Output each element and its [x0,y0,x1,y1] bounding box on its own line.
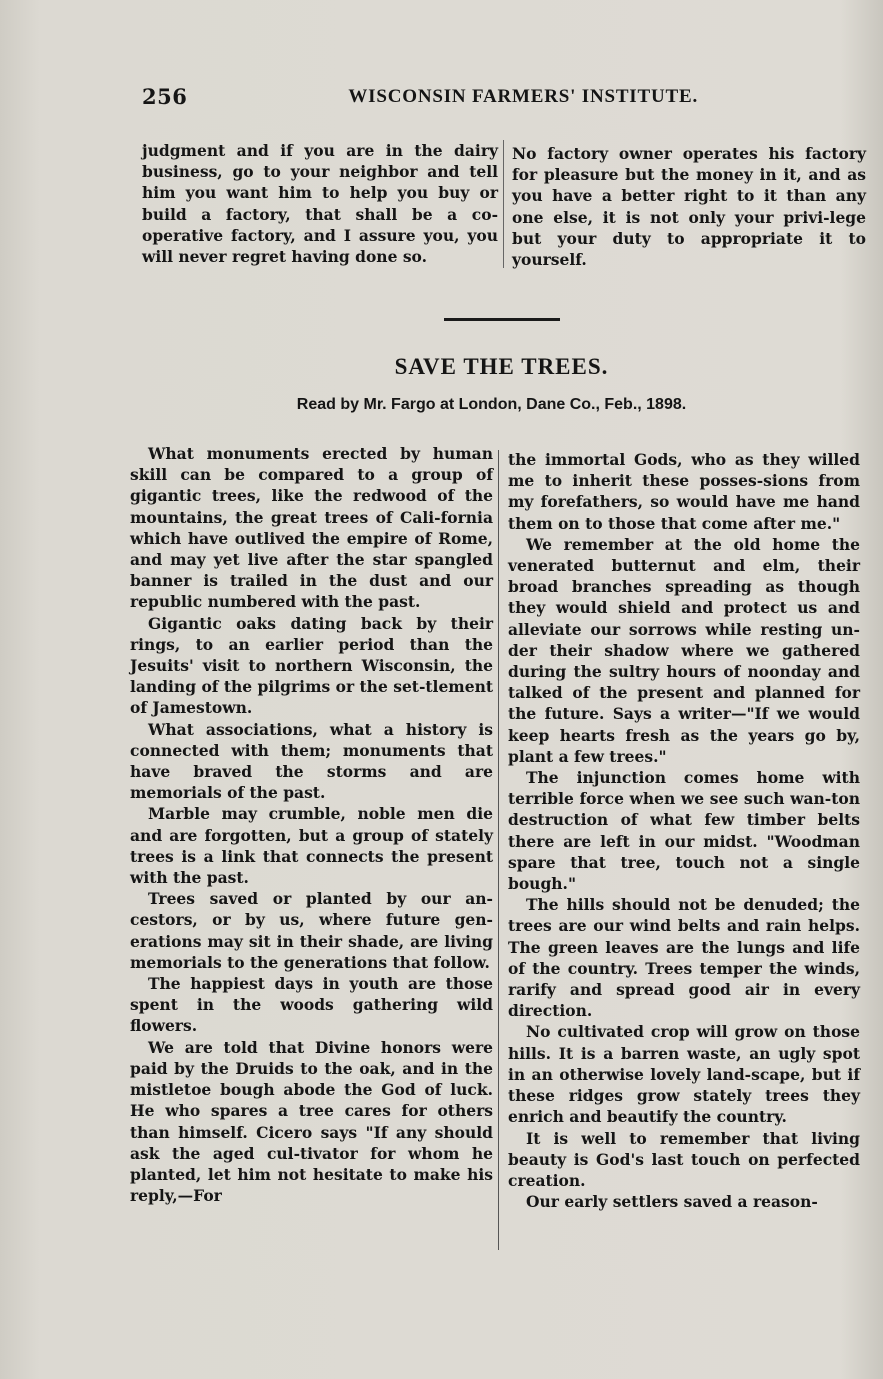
paragraph: We are told that Divine honors were paid by the Druids to the oak, and in the mistletoe bough abode the God of luck. He who spares a tree cares for others than himself. Cicero says "If any should ask the aged cul-tivator for whom he planted, let him not hesitate to make his reply,—For [130,1037,493,1206]
paragraph: What monuments erected by human skill can be compared to a group of gigantic trees, like the redwood of the mountains, the great trees of Cali-fornia which have outlived the empire of Rome, and may yet live after the star spangled banner is trailed in the dust and our republic numbered with the past. [130,444,493,612]
section-rule [444,318,560,321]
paragraph: The happiest days in youth are those spent in the woods gathering wild flowers. [130,974,493,1036]
article-left-column [130,443,493,1206]
paragraph: No factory owner operates his factory for pleasure but the money in it, and as you have a better right to it than any one else, it is not only your privi-lege but your duty to appropriate it to yourself. [512,144,866,270]
column-divider [503,140,504,268]
page-number: 256 [142,84,188,109]
paragraph: Our early settlers saved a reason- [526,1192,818,1212]
paragraph: We remember at the old home the venerated butternut and elm, their broad branches spreading as though they would shield and protect us and alleviate our sorrows while resting un-der their shadow where we gathered during the sultry hours of noonday and talked of the present and planned for the future. Says a writer—"If we would keep hearts fresh as the years go by, plant a few trees." [508,534,860,766]
top-right-column [512,143,866,270]
page-header [142,84,698,114]
paragraph: No cultivated crop will grow on those hills. It is a barren waste, an ugly spot in an otherwise lovely land-scape, but if these ridges grow stately trees they enrich and beautify the country. [508,1022,860,1127]
running-title: WISCONSIN FARMERS' INSTITUTE. [348,86,698,107]
paragraph-continuation: the immortal Gods, who as they willed me to inherit these posses-sions from my forefathers, so would have me hand them on to those that come after me." [508,450,860,533]
column-divider [498,450,499,1250]
top-left-column [142,140,498,267]
paragraph: The injunction comes home with terrible force when we see such wan-ton destruction of what few timber belts there are left in our midst. "Woodman spare that tree, touch not a single bough." [508,768,860,894]
paragraph: judgment and if you are in the dairy business, go to your neighbor and tell him you want him to help you buy or build a factory, that shall be a co-operative factory, and I assure you, you will never regret having done so. [142,141,498,267]
article-byline: Read by Mr. Fargo at London, Dane Co., Feb., 1898. [296,396,687,413]
paragraph: What associations, what a history is connected with them; monuments that have braved the storms and are memorials of the past. [130,719,493,803]
article-title: SAVE THE TREES. [394,354,609,379]
paragraph: Trees saved or planted by our an-cestors, or by us, where future gen-erations may sit in their shade, are living memorials to the generations that follow. [130,889,493,972]
paragraph: Marble may crumble, noble men die and are forgotten, but a group of stately trees is a link that connects the present with the past. [130,804,493,888]
paragraph: Gigantic oaks dating back by their rings, to an earlier period than the Jesuits' visit to northern Wisconsin, the landing of the pilgrims or the set-tlement of Jamestown. [130,613,493,718]
paragraph: It is well to remember that living beauty is God's last touch on perfected creation. [508,1128,860,1190]
article-right-column [508,449,860,1212]
paragraph: The hills should not be denuded; the trees are our wind belts and rain helps. The green leaves are the lungs and life of the country. Trees temper the winds, rarify and spread good air in every direction. [508,895,860,1021]
